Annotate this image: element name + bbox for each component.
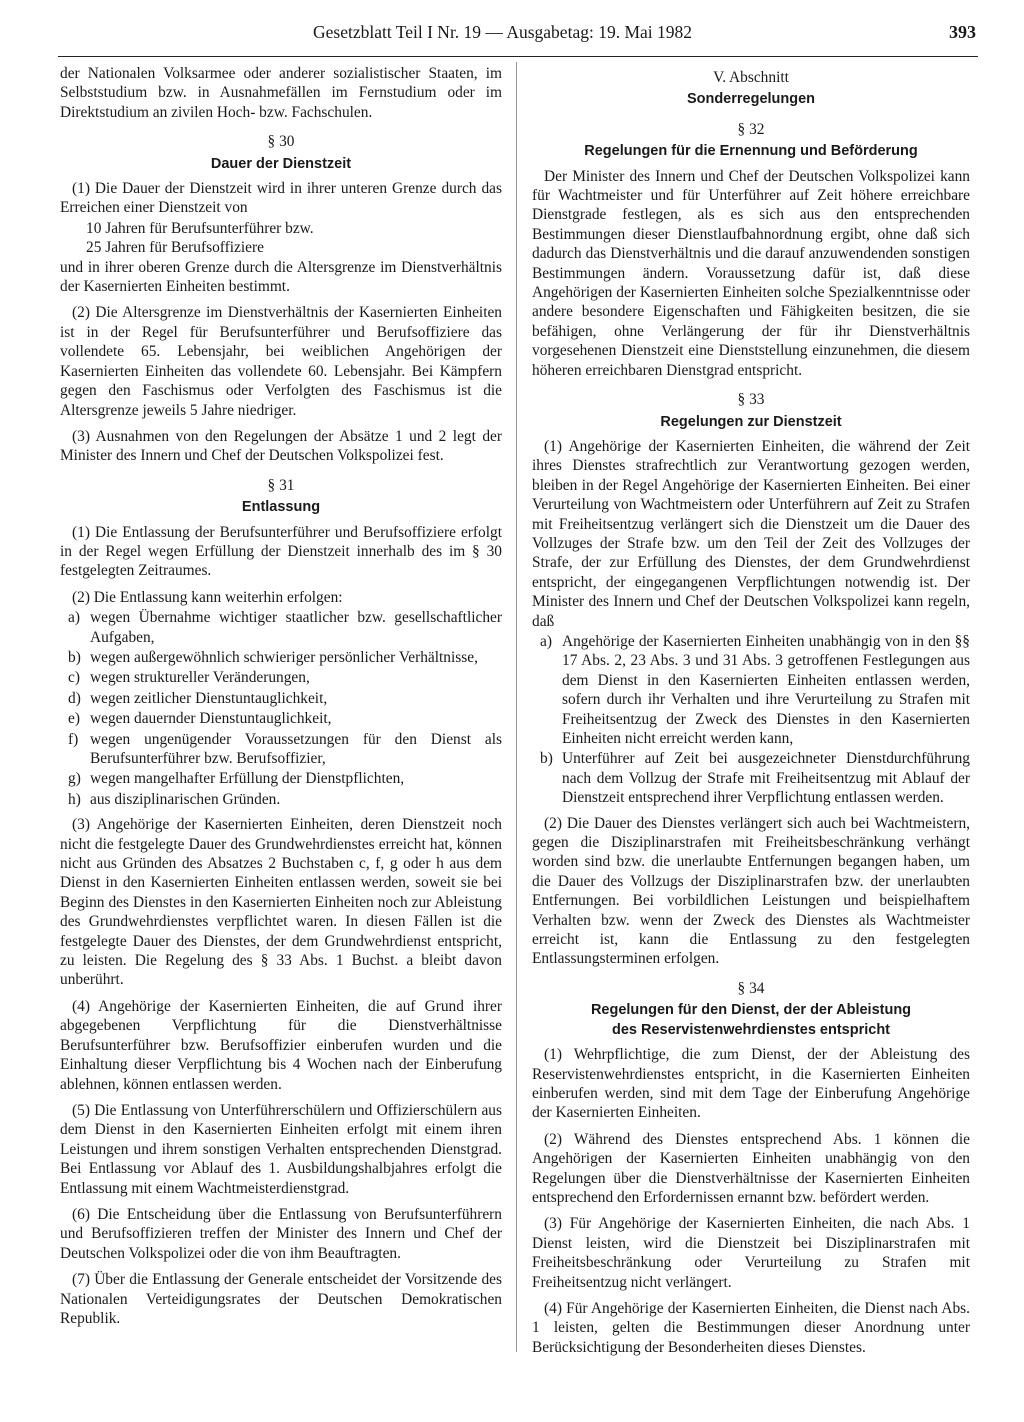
s33-paragraph-1: (1) Angehörige der Kasernierten Einheiten, die während der Zeit ihres Dienstes strafrechtlich zur Verantwortung gezogen werden, bleiben in der Regel Angehörige der Kasernierten Einheiten. Bei einer Verurteilung von Wachtmeistern oder Unterführern auf Zeit zu Strafen mit Freiheitsentzug verlängert sich die Dienstzeit um die Dauer des Vollzuges der Strafe bzw. um den Teil der Zeit des Vollzuges der Strafe, der zur Erfüllung des Dienstes, der dem Grundwehrdienst entspricht, der eingegangenen Verpflichtungen notwendig ist. Der Minister des Innern und Chef der Deutschen Volkspolizei kann regeln, daß: [532, 437, 970, 630]
list-item-text: aus disziplinarischen Gründen.: [90, 790, 281, 808]
list-item-text: wegen struktureller Veränderungen,: [90, 669, 310, 687]
list-item: [60, 790, 502, 809]
page-header: [58, 20, 978, 57]
s34-paragraph-2: (2) Während des Dienstes entsprechend Abs. 1 können die Angehörigen der Kasernierten Einheiten unabhängig von den Regelungen über die Dienstverhältnisse der Kasernierten Einheiten entsprechend den Erfordernissen ernannt bzw. befördert werden.: [532, 1130, 970, 1206]
s31-paragraph-3: (3) Angehörige der Kasernierten Einheiten, deren Dienstzeit noch nicht die festgelegte Dauer des Grundwehrdienstes erreicht hat, können nicht aus Gründen des Absatzes 2 Buchstaben c, f, g oder h aus dem Dienst in den Kasernierten Einheiten entlassen werden, soweit sie bei Beginn des Dienstes in den Kasernierten Einheiten noch zur Ableistung des Grundwehrdienstes verpflichtet waren. In diesen Fällen ist die festgelegte Dauer des Dienstes, der dem Grundwehrdienst entspricht, zu leisten. Die Regelung des § 33 Abs. 1 Buchst. a bleibt davon unberührt.: [60, 816, 502, 989]
list-item-label: d): [68, 689, 81, 707]
section-34-title-line-1: Regelungen für den Dienst, der der Ableistung: [590, 1002, 912, 1019]
s31-paragraph-1: (1) Die Entlassung der Berufsunterführer und Berufsoffiziere erfolgt in der Regel wegen Erfüllung der Dienstzeit innerhalb des im § 30 festgelegten Zeitraumes.: [60, 523, 502, 580]
s30-paragraph-2: (2) Die Altersgrenze im Dienstverhältnis der Kasernierten Einheiten ist in der Regel für Berufsunterführer und Berufsoffiziere das vollendete 65. Lebensjahr, bei weiblichen Angehörigen der Kasernierten Einheiten das vollendete 60. Lebensjahr. Bei Kämpfern gegen den Faschismus oder Verfolgten des Faschismus ist die Altersgrenze jeweils 5 Jahre niedriger.: [60, 304, 502, 419]
page-number: 393: [949, 22, 976, 42]
section-34-number: § 34: [737, 979, 765, 997]
list-item-label: g): [68, 770, 81, 788]
s31-item-list: [60, 608, 502, 809]
section-32-number: § 32: [737, 120, 765, 138]
section-33-title: Regelungen zur Dienstzeit: [660, 413, 842, 430]
section-30-title: Dauer der Dienstzeit: [210, 155, 352, 172]
s34-paragraph-3: (3) Für Angehörige der Kasernierten Einheiten, die nach Abs. 1 Dienst leisten, wird die Dienstzeit bei Disziplinarstrafen mit Freiheitsbeschränkung oder Verurteilung zu Strafen mit Freiheitsentzug nicht verlängert.: [532, 1215, 970, 1291]
list-item-text: Unterführer auf Zeit bei ausgezeichneter Dienstdurchführung nach dem Vollzug der Strafe mit Freiheitsentzug mit Ablauf der Dienstzeit entsprechend ihrer Verpflichtung entlassen werden.: [562, 750, 970, 807]
s30-line-1: 10 Jahren für Berufsunterführer bzw.: [86, 219, 314, 237]
s30-paragraph-3: (3) Ausnahmen von den Regelungen der Absätze 1 und 2 legt der Minister des Innern und Chef der Deutschen Volkspolizei fest.: [60, 427, 502, 465]
list-item-text: Angehörige der Kasernierten Einheiten unabhängig von in den §§ 17 Abs. 2, 23 Abs. 3 und 31 Abs. 3 getroffenen Festlegungen aus dem Dienst in den Kasernierten Einheiten entlassen werden, sofern durch ihr Verhalten und ihre Verurteilung zu Strafen mit Freiheitsentzug der Zweck des Dienstes in den Kasernierten Einheiten nicht erreicht werden kann,: [562, 632, 970, 747]
s31-paragraph-5: (5) Die Entlassung von Unterführerschülern und Offizierschülern aus dem Dienst in den Kasernierten Einheiten erfolgt mit einem ihren Leistungen und ihrem sonstigen Verhalten entsprechenden Dienstgrad. Bei Entlassung vor Ablauf des 1. Ausbildungshalbjahres erfolgt die Entlassung mit einem Wachtmeisterdienstgrad.: [60, 1101, 502, 1197]
part-label: V. Abschnitt: [713, 69, 789, 86]
s32-paragraph-1: Der Minister des Innern und Chef der Deutschen Volkspolizei kann für Wachtmeister und für Unterführer auf Zeit höhere erreichbare Dienstgrade festlegen, als es sich aus den entsprechenden Bestimmungen dieser Dienstlaufbahnordnung ergibt, ohne daß sich dadurch das Dienstverhältnis und die darauf anzuwendenden sonstigen Bestimmungen ändern. Voraussetzung dafür ist, daß diese Angehörigen der Kasernierten Einheiten solche Spezialkenntnisse oder andere besondere Eigenschaften und Fähigkeiten besitzen, die sie befähigen, ohne Verlängerung der für ihr Dienstverhältnis vorgesehenen Dienstzeit eine Dienststellung einzunehmen, die diesem höheren erreichbaren Dienstgrad entspricht.: [532, 167, 970, 379]
section-30-number: § 30: [267, 133, 295, 151]
column-divider: [516, 62, 517, 1352]
s31-paragraph-6: (6) Die Entscheidung über die Entlassung von Berufsunterführern und Berufsoffizieren treffen der Minister des Innern und Chef der Deutschen Volkspolizei oder die von ihm Beauftragten.: [60, 1205, 502, 1262]
list-item: [60, 689, 502, 708]
s31-paragraph-4: (4) Angehörige der Kasernierten Einheiten, die auf Grund ihrer abgegebenen Verpflichtung für die Dienstverhältnisse Berufsunterführer bzw. Berufsoffizier einberufen wurden und die Einhaltung dieser Verpflichtung bis 4 Wochen nach der Einberufung ablehnen, können entlassen werden.: [60, 997, 502, 1093]
list-item-text: wegen mangelhafter Erfüllung der Dienstpflichten,: [90, 770, 405, 788]
list-item: [532, 749, 970, 807]
s30-paragraph-1-end: und in ihrer oberen Grenze durch die Altersgrenze im Dienstverhältnis der Kasernierten Einheiten bestimmt.: [60, 258, 502, 296]
s34-paragraph-1: (1) Wehrpflichtige, die zum Dienst, der der Ableistung des Reservistenwehrdienstes entspricht, in die Kasernierten Einheiten einberufen werden, sind mit dem Tage der Einberufung Angehörige der Kasernierten Einheiten.: [532, 1046, 970, 1122]
section-34-title-line-2: des Reservistenwehrdienstes entspricht: [611, 1021, 891, 1038]
list-item: [60, 608, 502, 647]
header-title: Gesetzblatt Teil I Nr. 19 — Ausgabetag: 19. Mai 1982: [313, 22, 693, 42]
list-item-text: wegen Übernahme wichtiger staatlicher bzw. gesellschaftlicher Aufgaben,: [90, 609, 502, 646]
list-item-label: h): [68, 790, 81, 808]
right-column: [532, 64, 970, 1364]
list-item-text: wegen außergewöhnlich schwieriger persönlicher Verhältnisse,: [90, 648, 478, 666]
list-item: [60, 769, 502, 788]
list-item-label: f): [68, 730, 79, 748]
list-item: [60, 730, 502, 769]
section-32-title: Regelungen für die Ernennung und Beförderung: [584, 143, 918, 160]
s31-paragraph-7: (7) Über die Entlassung der Generale entscheidet der Vorsitzende des Nationalen Verteidigungsrates der Deutschen Demokratischen Republik.: [60, 1271, 502, 1327]
list-item: [60, 709, 502, 728]
list-item-label: e): [68, 710, 80, 728]
s33-item-list: [532, 632, 970, 808]
s30-line-2: 25 Jahren für Berufsoffiziere: [86, 239, 264, 257]
s34-paragraph-4: (4) Für Angehörige der Kasernierten Einheiten, die Dienst nach Abs. 1 leisten, gelten die Bestimmungen dieser Anordnung unter Berücksichtigung der Besonderheiten dieses Dienstes.: [532, 1299, 970, 1356]
section-31-title: Entlassung: [241, 499, 321, 516]
list-item-text: wegen zeitlicher Dienstuntauglichkeit,: [90, 689, 328, 707]
list-item-label: b): [68, 648, 81, 666]
list-item-label: a): [540, 632, 552, 650]
list-item: [60, 648, 502, 667]
s30-paragraph-1: (1) Die Dauer der Dienstzeit wird in ihrer unteren Grenze durch das Erreichen einer Dienstzeit von: [60, 180, 502, 217]
list-item-label: b): [540, 750, 553, 768]
list-item-text: wegen ungenügender Voraussetzungen für den Dienst als Berufsunterführer bzw. Berufsoffizier,: [90, 730, 502, 767]
s33-paragraph-2: (2) Die Dauer des Dienstes verlängert sich auch bei Wachtmeistern, gegen die Disziplinarstrafen mit Freiheitsbeschränkung verhängt worden sind bzw. die unerlaubte Entfernungen begangen haben, um die Dauer des Vollzugs der Disziplinarstrafen bzw. der unerlaubten Entfernungen. Bei vorbildlichen Leistungen und beispielhaftem Verhalten bzw. wenn der Zweck des Dienstes als Wachtmeister erreicht ist, kann die Entlassung zu den festgelegten Entlassungsterminen erfolgen.: [532, 814, 970, 968]
section-31-number: § 31: [267, 476, 295, 494]
list-item: [60, 668, 502, 687]
list-item-text: wegen dauernder Dienstuntauglichkeit,: [90, 710, 332, 728]
list-item: [532, 632, 970, 748]
list-item-label: a): [68, 609, 80, 627]
intro-paragraph: der Nationalen Volksarmee oder anderer sozialistischer Staaten, im Selbststudium bzw. in Ausnahmefällen im Fernstudium oder im Direktstudium an zivilen Hoch- bzw. Fachschulen.: [60, 65, 502, 121]
section-33-number: § 33: [737, 391, 765, 409]
left-column: [60, 64, 502, 1335]
list-item-label: c): [68, 669, 80, 687]
s31-paragraph-2: (2) Die Entlassung kann weiterhin erfolgen:: [72, 588, 343, 606]
part-title: Sonderregelungen: [686, 91, 816, 108]
